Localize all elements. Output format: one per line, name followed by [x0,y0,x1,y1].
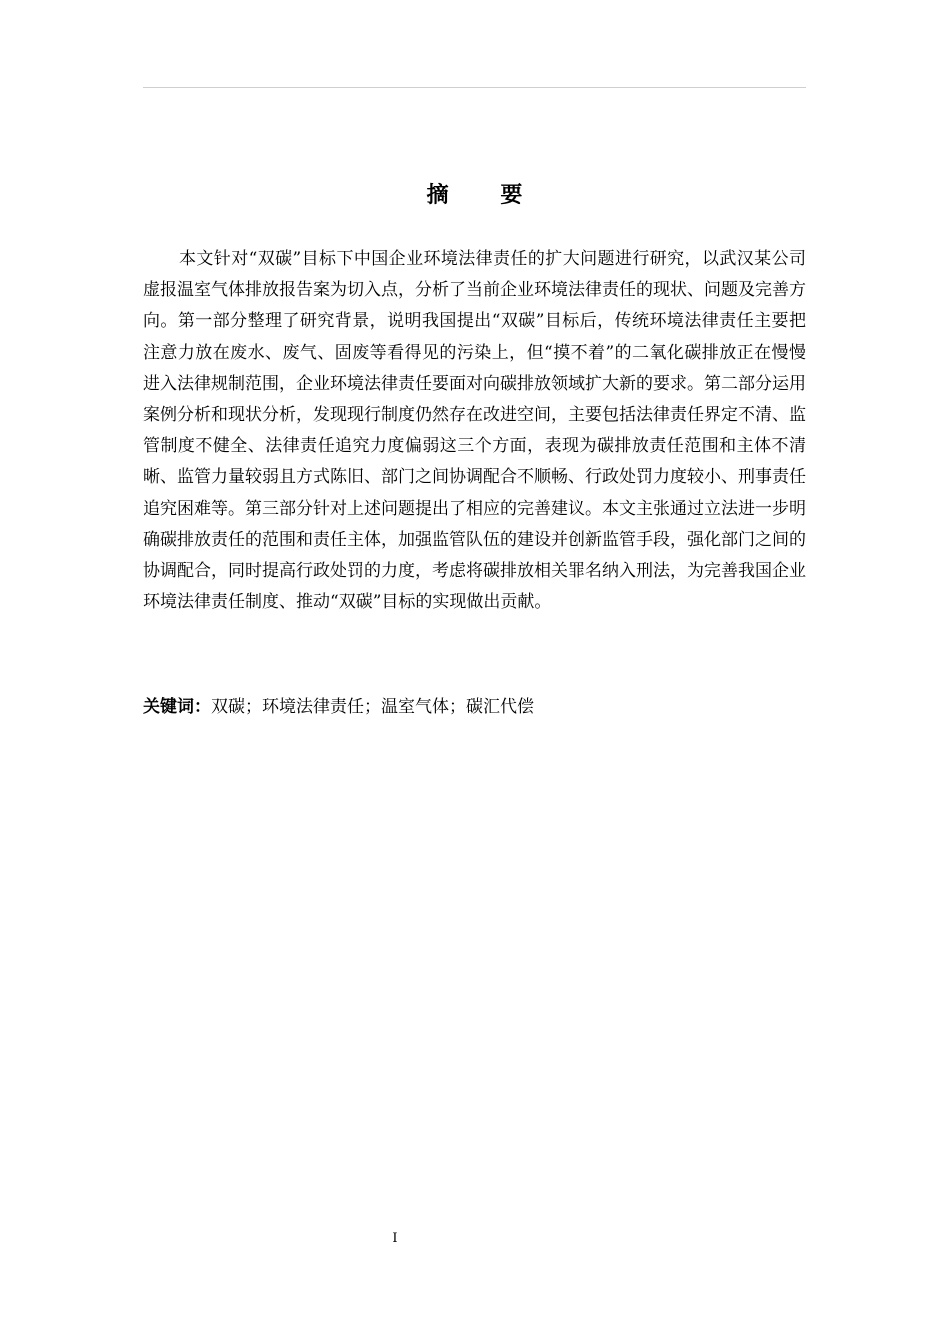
abstract-title: 摘 要 [426,183,545,208]
page-number: I [392,1231,398,1246]
header-rule [143,87,806,88]
abstract-body [143,244,806,618]
abstract-paragraph: 本文针对“双碳”目标下中国企业环境法律责任的扩大问题进行研究，以武汉某公司虚报温室气体排放报告案为切入点，分析了当前企业环境法律责任的现状、问题及完善方向。第一部分整理了研究背景，说明我国提出“双碳”目标后，传统环境法律责任主要把注意力放在废水、废气、固废等看得见的污染上，但“摸不着”的二氧化碳排放正在慢慢进入法律规制范围，企业环境法律责任要面对向碳排放领域扩大新的要求。第二部分运用案例分析和现状分析，发现现行制度仍然存在改进空间，主要包括法律责任界定不清、监管制度不健全、法律责任追究力度偏弱这三个方面，表现为碳排放责任范围和主体不清晰、监管力量较弱且方式陈旧、部门之间协调配合不顺畅、行政处罚力度较小、刑事责任追究困难等。第三部分针对上述问题提出了相应的完善建议。本文主张通过立法进一步明确碳排放责任的范围和责任主体，加强监管队伍的建设并创新监管手段，强化部门之间的协调配合，同时提高行政处罚的力度，考虑将碳排放相关罪名纳入刑法，为完善我国企业环境法律责任制度、推动“双碳”目标的实现做出贡献。 [143,249,806,613]
keywords-label: 关键词： [143,697,211,717]
keywords-value: 双碳；环境法律责任；温室气体；碳汇代偿 [211,697,534,717]
keywords-line [143,692,806,723]
